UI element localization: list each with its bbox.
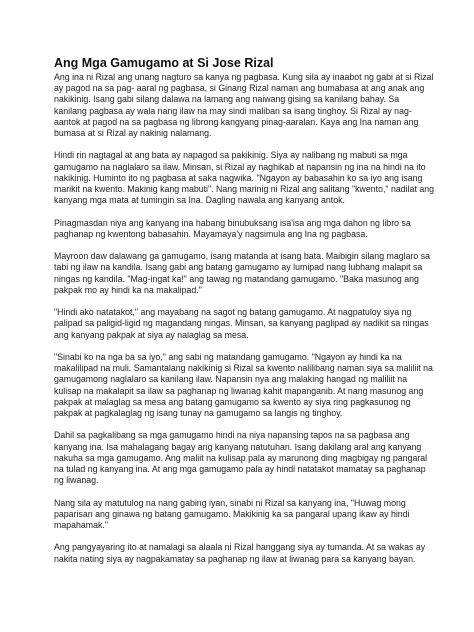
paragraph: Mayroon daw dalawang ga gamugamo, isang matanda at isang bata. Maibigin silang maglaro sa tabi ng ilaw na kandila. Isang gabi ang batang gamugamo ay lumipad nang lubhang malapit sa ningas ng kandila. "Mag-ingat ka!" ang tawag ng matandang gamugamo. "Baka masunog ang pakpak mo ay hindi ka na makalipad."	[54, 251, 431, 295]
paragraph: Ang pangyayaring ito at namalagi sa alaala ni Rizal hanggang siya ay tumanda. At sa wakas ay nakita nating siya ay nagpakamatay sa paghanap ng ilaw at liwanag para sa kanyang bayan.	[54, 542, 426, 564]
paragraph: "Hindi ako natatakot," ang mayabang na sagot ng batang gamugamo. At nagpatuloy siya ng palipad sa paligid-ligid ng magandang ningas. Minsan, sa kanyang paglipad ay nadikit sa ningas ang kanyang pakpak at siya ay nalaglag sa mesa.	[54, 307, 429, 340]
paragraph: Nang sila ay matutulog na nang gabing iyan, sinabi ni Rizal sa kanyang ina, "Huwag mong paparisan ang ginawa ng batang gamugamo. Makikinig ka sa pangaral upang ikaw ay hindi mapahamak."	[54, 497, 410, 531]
document-body	[54, 72, 434, 565]
paragraph: Dahil sa pagkalibang sa mga gamugamo hindi na niya napansing tapos na sa pagbasa ang kanyang ina. Isa mahalagang bagay ang kanyang natutuhan. Isang dakilang aral ang kanyang nakuha sa mga gamugamo. Ang maliit na kulisap pala ay marunong ding magbigay ng pangaral na tulad ng kanyang ina. At ang mga gamugamo pala ay hindi natatakot mamatay sa paghanap ng liwanag.	[54, 430, 428, 486]
paragraph: Pinagmasdan niya ang kanyang ina habang binubuksang isa'isa ang mga dahon ng libro sa paghanap ng kwentong babasahin. Mayamaya'y nagsimula ang Ina ng pagbasa.	[54, 217, 411, 239]
paragraph: Hindi rin nagtagal at ang bata ay napagod sa pakikinig. Siya ay nalibang ng mabuti sa mga gamugamo na naglalaro sa ilaw. Minsan, si Rizal ay naghikab at napansin ng ina na hindi na ito nakikinig. Huminto ito ng pagbasa at saka nagwika. "Ngayon ay babasahin ko sa iyo ang isang marikit na kwento. Makinig kang mabuti". Nang marinig ni Rizal ang salitang "kwento," nadilat ang kanyang mga mata at tumingin sa Ina. Dagling nawala ang kanyang antok.	[54, 150, 435, 206]
paragraph: Ang ina ni Rizal ang unang nagturo sa kanya ng pagbasa. Kung sila ay inaabot ng gabi at si Rizal ay pagod na sa pag- aaral ng pagbasa, si Ginang Rizal naman ang bumabasa at ang anak ang nakikinig. Isang gabi silang dalawa na lamang ang naiwang gising sa kanilang bahay. Sa kanilang pagbasa ay wala nang ilaw na may sindi maliban sa isang tinghoy. Si Rizal ay nag-aantok at pagod na sa pagbasa ng librong kangyang pinag-aaralan. Kaya ang Ina naman ang bumasa at si Rizal ay nakinig nalamang.	[54, 72, 434, 139]
document-title: Ang Mga Gamugamo at Si Jose Rizal	[54, 56, 274, 70]
paragraph: "Sinabi ko na nga ba sa iyo," ang sabi ng matandang gamugamo. "Ngayon ay hindi ka na makalilipad na muli. Samantalang nakikinig si Rizal sa kwento nalilibang naman siya sa maliliit na gamugamong naglalaro sa kanilang ilaw. Napansin nya ang malaking hangad ng maliliit na kulisap na makalapit sa ilaw sa paghanap ng liwanag kahit mapanganib. At nang masunog ang pakpak at malaglag sa mesa ang batang gamugamo sa kwento ay siya ring pagkasunog ng pakpak at pagkalaglag ng isang tunay na gamugamo sa langis ng tinghoy.	[54, 352, 433, 419]
document-page	[54, 56, 434, 565]
